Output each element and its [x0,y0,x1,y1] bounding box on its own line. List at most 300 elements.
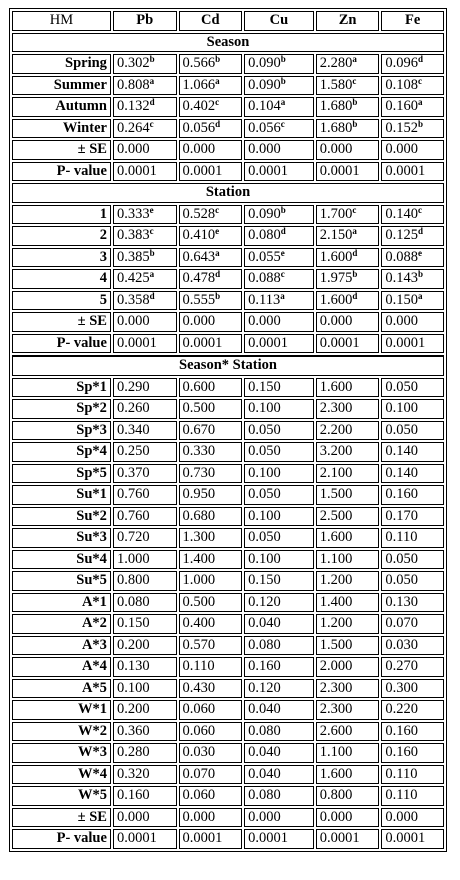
table-cell [113,700,177,720]
table-row [12,636,444,656]
cell-value: 0.528 [182,205,216,222]
significance-letter: d [215,269,221,280]
table-cell [316,593,380,613]
table-cell [179,76,243,96]
section-header-row [12,183,444,203]
row-label: ± SE [12,808,111,828]
cell-value: 0.055 [248,248,281,265]
table-cell [113,614,177,634]
table-cell [381,743,444,763]
cell-value: 2.300 [319,400,353,417]
row-label: W*5 [12,786,111,806]
table-cell [381,593,444,613]
table-cell [113,657,177,677]
cell-value: 0.760 [116,486,150,503]
table-cell [113,593,177,613]
significance-letter: a [418,290,423,301]
cell-value: 0.040 [248,615,281,632]
table-cell [179,119,243,139]
cell-value: 2.300 [319,701,353,718]
cell-value: 1.600 [319,765,353,782]
table-cell [113,485,177,505]
cell-value: 0.080 [248,227,281,244]
cell-value: 0.500 [182,400,216,417]
cell-value: 0.140 [385,464,418,481]
row-label: A*4 [12,657,111,677]
cell-value: 2.500 [319,507,353,524]
table-cell [179,399,243,419]
table-row [12,571,444,591]
table-cell [244,722,314,742]
table-cell [244,786,314,806]
row-label: A*2 [12,614,111,634]
cell-value: 0.360 [116,722,150,739]
cell-value: 0.0001 [116,162,157,179]
cell-value: 1.700 [319,205,353,222]
table-cell [244,571,314,591]
table-cell [179,765,243,785]
cell-value: 0.200 [116,636,150,653]
cell-value: 0.800 [319,787,353,804]
row-label: W*4 [12,765,111,785]
table-cell [244,97,314,117]
table-cell [179,442,243,462]
table-cell [179,700,243,720]
table-row [12,140,444,160]
table-header [12,11,444,31]
row-label: W*2 [12,722,111,742]
table-cell [113,205,177,225]
table-cell [381,97,444,117]
cell-value: 0.385 [116,248,150,265]
cell-value: 2.100 [319,464,353,481]
table-cell [113,808,177,828]
cell-value: 0.110 [385,765,418,782]
cell-value: 0.160 [385,722,418,739]
cell-value: 0.080 [248,722,281,739]
table-cell [316,442,380,462]
significance-letter: a [352,54,357,65]
cell-value: 0.000 [116,313,150,330]
cell-value: 0.000 [319,808,353,825]
cell-value: 1.000 [182,572,216,589]
table-cell [113,269,177,289]
cell-value: 2.000 [319,658,353,675]
section-title: Station [12,183,444,203]
cell-value: 0.320 [116,765,150,782]
table-cell [244,528,314,548]
table-cell [316,765,380,785]
table-row [12,765,444,785]
row-label: Su*2 [12,507,111,527]
table-cell [381,614,444,634]
cell-value: 1.400 [319,593,353,610]
table-cell [179,614,243,634]
cell-value: 0.120 [248,679,281,696]
table-cell [179,743,243,763]
table-cell [179,205,243,225]
cell-value: 0.000 [319,313,353,330]
table-cell [316,140,380,160]
table-cell [244,464,314,484]
table-cell [316,205,380,225]
table-cell [179,808,243,828]
table-cell [316,248,380,268]
table-cell [244,593,314,613]
table-row [12,593,444,613]
cell-value: 0.150 [116,615,150,632]
cell-value: 0.070 [182,765,216,782]
table-cell [179,334,243,354]
cell-value: 1.500 [319,486,353,503]
table-cell [113,76,177,96]
significance-letter: c [149,118,154,129]
cell-value: 1.200 [319,615,353,632]
cell-value: 0.088 [385,248,418,265]
table-cell [316,808,380,828]
cell-value: 0.110 [385,529,418,546]
table-row [12,743,444,763]
significance-letter: a [215,247,220,258]
row-label: P- value [12,829,111,849]
table-cell [316,722,380,742]
cell-value: 0.160 [385,744,418,761]
cell-value: 0.140 [385,443,418,460]
cell-value: 0.0001 [182,830,223,847]
row-label: Summer [12,76,111,96]
significance-letter: a [149,75,155,86]
table-cell [179,54,243,74]
table-cell [316,464,380,484]
table-row [12,76,444,96]
significance-letter: b [149,54,155,65]
significance-letter: a [149,269,155,280]
cell-value: 0.110 [385,787,418,804]
significance-letter: d [149,97,155,108]
table-cell [113,226,177,246]
table-cell [244,205,314,225]
cell-value: 0.430 [182,679,216,696]
cell-value: 0.000 [182,313,216,330]
significance-letter: c [215,204,220,215]
table-cell [381,786,444,806]
cell-value: 0.330 [182,443,216,460]
table-cell [179,248,243,268]
row-label: A*3 [12,636,111,656]
cell-value: 1.066 [182,76,216,93]
heavy-metal-table-container [9,8,447,852]
cell-value: 0.720 [116,529,150,546]
cell-value: 0.140 [385,205,418,222]
cell-value: 0.060 [182,722,216,739]
table-cell [179,786,243,806]
table-cell [179,312,243,332]
table-cell [113,334,177,354]
column-header-pb: Pb [113,11,177,31]
table-cell [316,829,380,849]
cell-value: 0.100 [248,464,281,481]
table-cell [381,162,444,182]
cell-value: 0.152 [385,119,418,136]
table-row [12,226,444,246]
table-cell [113,636,177,656]
cell-value: 0.080 [248,787,281,804]
table-row [12,162,444,182]
table-row [12,485,444,505]
table-cell [179,226,243,246]
cell-value: 0.113 [248,291,281,308]
cell-value: 0.400 [182,615,216,632]
cell-value: 0.0001 [248,334,288,351]
significance-letter: d [352,247,358,258]
table-cell [381,76,444,96]
cell-value: 0.100 [248,400,281,417]
cell-value: 0.000 [182,808,216,825]
cell-value: 0.670 [182,421,216,438]
table-cell [244,657,314,677]
significance-letter: e [215,226,220,237]
significance-letter: b [418,269,424,280]
cell-value: 0.302 [116,55,150,72]
significance-letter: b [352,269,358,280]
cell-value: 1.600 [319,378,353,395]
cell-value: 0.0001 [385,334,426,351]
table-cell [244,76,314,96]
table-cell [381,378,444,398]
cell-value: 0.000 [248,808,281,825]
table-row [12,378,444,398]
cell-value: 0.566 [182,55,216,72]
row-label: Su*1 [12,485,111,505]
table-cell [179,464,243,484]
cell-value: 3.200 [319,443,353,460]
table-cell [316,550,380,570]
cell-value: 0.160 [248,658,281,675]
table-cell [113,743,177,763]
cell-value: 1.600 [319,248,353,265]
column-header-fe: Fe [381,11,444,31]
table-row [12,528,444,548]
significance-letter: b [280,54,286,65]
significance-letter: a [215,75,220,86]
table-cell [244,550,314,570]
cell-value: 0.000 [116,808,150,825]
column-header-hm: HM [12,11,111,31]
table-row [12,119,444,139]
cell-value: 0.358 [116,291,150,308]
cell-value: 2.150 [319,227,353,244]
cell-value: 0.0001 [116,334,157,351]
table-row [12,97,444,117]
row-label: Sp*2 [12,399,111,419]
table-cell [381,54,444,74]
cell-value: 0.056 [182,119,216,136]
cell-value: 0.030 [385,636,418,653]
significance-letter: a [280,97,286,108]
table-cell [113,722,177,742]
table-cell [179,378,243,398]
row-label: 2 [12,226,111,246]
row-label: Autumn [12,97,111,117]
table-cell [316,636,380,656]
cell-value: 0.0001 [319,334,360,351]
row-label: Spring [12,54,111,74]
table-cell [244,119,314,139]
table-cell [316,312,380,332]
table-cell [244,485,314,505]
row-label: 3 [12,248,111,268]
table-cell [113,119,177,139]
table-cell [244,442,314,462]
significance-letter: b [352,97,358,108]
table-cell [244,743,314,763]
table-row [12,722,444,742]
cell-value: 0.160 [385,486,418,503]
table-row [12,399,444,419]
column-header-zn: Zn [316,11,380,31]
significance-letter: c [215,97,220,108]
table-cell [113,765,177,785]
row-label: W*1 [12,700,111,720]
table-cell [179,140,243,160]
cell-value: 2.300 [319,679,353,696]
cell-value: 0.050 [248,529,281,546]
table-cell [113,97,177,117]
cell-value: 2.600 [319,722,353,739]
cell-value: 0.070 [385,615,418,632]
table-row [12,550,444,570]
cell-value: 0.402 [182,98,216,115]
significance-letter: d [280,226,286,237]
significance-letter: e [280,247,285,258]
table-cell [244,636,314,656]
cell-value: 0.300 [385,679,418,696]
cell-value: 0.500 [182,593,216,610]
table-cell [381,140,444,160]
cell-value: 0.040 [248,744,281,761]
table-cell [244,421,314,441]
row-label: ± SE [12,140,111,160]
table-cell [179,291,243,311]
table-cell [381,528,444,548]
table-cell [244,829,314,849]
table-cell [179,528,243,548]
table-cell [381,571,444,591]
table-cell [113,421,177,441]
cell-value: 1.680 [319,98,353,115]
cell-value: 0.000 [248,141,281,158]
table-cell [113,829,177,849]
row-label: P- value [12,162,111,182]
row-label: W*3 [12,743,111,763]
section-title: Season* Station [12,355,444,376]
table-cell [381,119,444,139]
table-cell [179,571,243,591]
cell-value: 0.143 [385,270,418,287]
significance-letter: a [352,226,357,237]
cell-value: 0.130 [385,593,418,610]
significance-letter: d [149,290,155,301]
cell-value: 0.220 [385,701,418,718]
cell-value: 0.0001 [248,830,288,847]
cell-value: 0.643 [182,248,216,265]
cell-value: 0.730 [182,464,216,481]
cell-value: 0.000 [385,313,418,330]
table-cell [113,442,177,462]
table-cell [381,679,444,699]
cell-value: 0.600 [182,378,216,395]
table-cell [244,269,314,289]
table-cell [316,54,380,74]
cell-value: 0.040 [248,701,281,718]
row-label: A*1 [12,593,111,613]
significance-letter: b [149,247,155,258]
cell-value: 0.383 [116,227,150,244]
cell-value: 1.400 [182,550,216,567]
table-cell [316,614,380,634]
table-cell [244,312,314,332]
cell-value: 0.050 [385,572,418,589]
significance-letter: b [215,54,221,65]
cell-value: 1.500 [319,636,353,653]
table-cell [381,205,444,225]
table-cell [381,722,444,742]
significance-letter: c [280,118,285,129]
table-cell [113,550,177,570]
cell-value: 2.200 [319,421,353,438]
cell-value: 0.410 [182,227,216,244]
significance-letter: e [149,204,154,215]
cell-value: 0.260 [116,400,150,417]
table-cell [113,571,177,591]
table-cell [381,808,444,828]
cell-value: 0.0001 [385,162,426,179]
table-cell [113,54,177,74]
significance-letter: a [280,290,285,301]
table-cell [316,162,380,182]
table-cell [381,442,444,462]
table-cell [179,679,243,699]
cell-value: 1.600 [319,529,353,546]
table-cell [381,399,444,419]
table-cell [316,421,380,441]
cell-value: 0.104 [248,98,281,115]
cell-value: 1.680 [319,119,353,136]
significance-letter: b [280,75,286,86]
table-cell [381,657,444,677]
table-row [12,54,444,74]
table-cell [179,269,243,289]
table-cell [381,765,444,785]
significance-letter: a [418,97,423,108]
cell-value: 0.800 [116,572,150,589]
table-cell [381,269,444,289]
cell-value: 0.478 [182,270,216,287]
table-row [12,334,444,354]
table-cell [179,162,243,182]
table-cell [381,334,444,354]
table-cell [179,507,243,527]
cell-value: 0.040 [248,765,281,782]
cell-value: 1.000 [116,550,150,567]
table-cell [316,76,380,96]
cell-value: 0.050 [248,443,281,460]
table-row [12,614,444,634]
table-cell [244,808,314,828]
table-cell [244,291,314,311]
significance-letter: c [352,75,357,86]
cell-value: 0.290 [116,378,150,395]
